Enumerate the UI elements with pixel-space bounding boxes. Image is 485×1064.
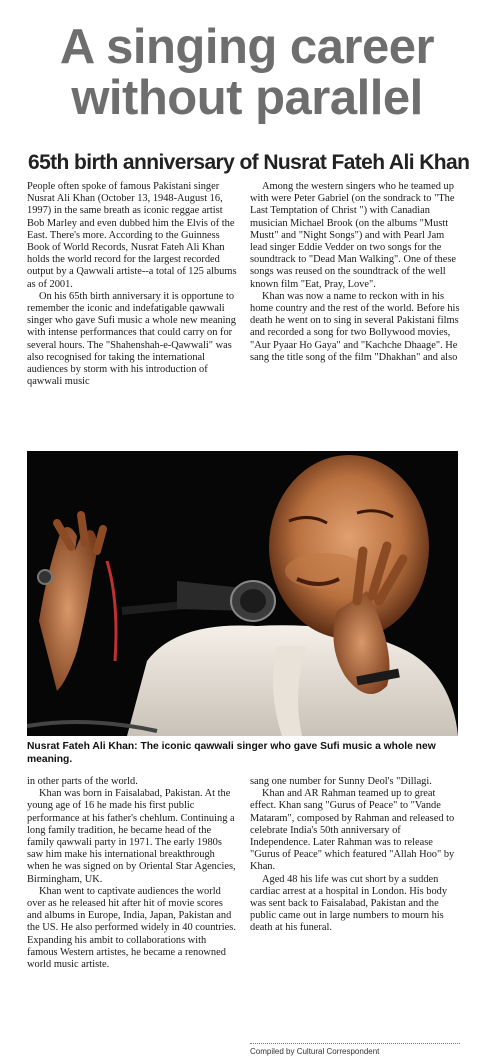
col4-paragraph-1: sang one number for Sunny Deol's "Dillagi. <box>250 776 432 787</box>
photo-caption: Nusrat Fateh Ali Khan: The iconic qawwali singer who gave Sufi music a whole new meaning. <box>27 741 436 765</box>
column-4 <box>250 776 462 935</box>
column-1 <box>27 181 237 388</box>
singer-photo <box>27 451 458 736</box>
col3-paragraph-2: Khan was born in Faisalabad, Pakistan. At the young age of 16 he made his first public performance at his father's chehlum. Continuing a long family tradition, he became head of the family qawwali party in 1971. The early 1980s saw him make his international breakthrough when he was signed on by Oriental Star Agencies, Birmingham, UK. <box>27 788 236 885</box>
column-3 <box>27 776 237 971</box>
subhead-name: Nusrat Fateh Ali Khan <box>263 151 470 174</box>
col4-paragraph-3: Aged 48 his life was cut short by a sudden cardiac arrest at a hospital in London. His body was sent back to Faisalabad, Pakistan and the public came out in large numbers to mourn his death at his funeral. <box>250 873 448 934</box>
subheadline <box>28 150 468 176</box>
col2-paragraph-2: Khan was now a name to reckon with in his home country and the rest of the world. Before his death he went on to sing in several Pakistani films and recorded a song for two Bollywood movies, "Aur Pyaar Ho Gaya" and "Kachche Dhaage". He sang the title song of the film "Dhakhan" and also <box>250 290 460 363</box>
col1-paragraph-2: On his 65th birth anniversary it is opportune to remember the iconic and indefatigable qawwali singer who gave Sufi music a whole new meaning with intense performances that could carry on for several hours. The "Shahenshah-e-Qawwali" was also recognised for taking the international audiences by storm with his introduction of qawwali music <box>27 290 236 388</box>
credit-line: Compiled by Cultural Correspondent <box>250 1047 380 1056</box>
credit-divider <box>250 1043 460 1044</box>
col2-paragraph-1: Among the western singers who he teamed up with were Peter Gabriel (on the sondrack to "The Last Temptation of Christ ") with Canadian musician Michael Brook (on the albums "Mustt Mustt" and "Night Songs") and with Pearl Jam lead singer Eddie Vedder on two songs for the soundtrack to "Dead Man Walking". One of these songs was reused on the soundtrack of the well known film "Eat, Pray, Love". <box>250 181 456 290</box>
headline-line-1: A singing career <box>59 20 435 74</box>
col3-paragraph-3: Khan went to captivate audiences the world over as he released hit after hit of movie scores and albums in Europe, India, Japan, Pakistan and the US. He also performed widely in 40 countries. Expanding his ambit to collaborations with famous Western artistes, he became a renowned world music artiste. <box>27 885 236 971</box>
col3-paragraph-1: in other parts of the world. <box>27 776 138 787</box>
col4-paragraph-2: Khan and AR Rahman teamed up to great effect. Khan sang "Gurus of Peace" to "Vande Mataram", composed by Rahman and released to celebrate India's 50th anniversary of Independence. Later Rahman was to release "Gurus of Peace" which featured "Allah Hoo" by Khan. <box>250 788 455 873</box>
subhead-prefix: 65th birth anniversary of <box>28 151 264 174</box>
column-2 <box>250 181 462 364</box>
col1-paragraph-1: People often spoke of famous Pakistani singer Nusrat Ali Khan (October 13, 1948-August 16, 1997) in the same breath as iconic reggae artist Bob Marley and even dubbed him the Elvis of the East. There's more. According to the Guinness Book of World Records, Nusrat Fateh Ali Khan holds the world record for the largest recorded output by a Qawwali artiste--a total of 125 albums as of 2001. <box>27 181 237 290</box>
headline-line-2: without parallel <box>71 71 423 125</box>
headline <box>22 22 472 124</box>
